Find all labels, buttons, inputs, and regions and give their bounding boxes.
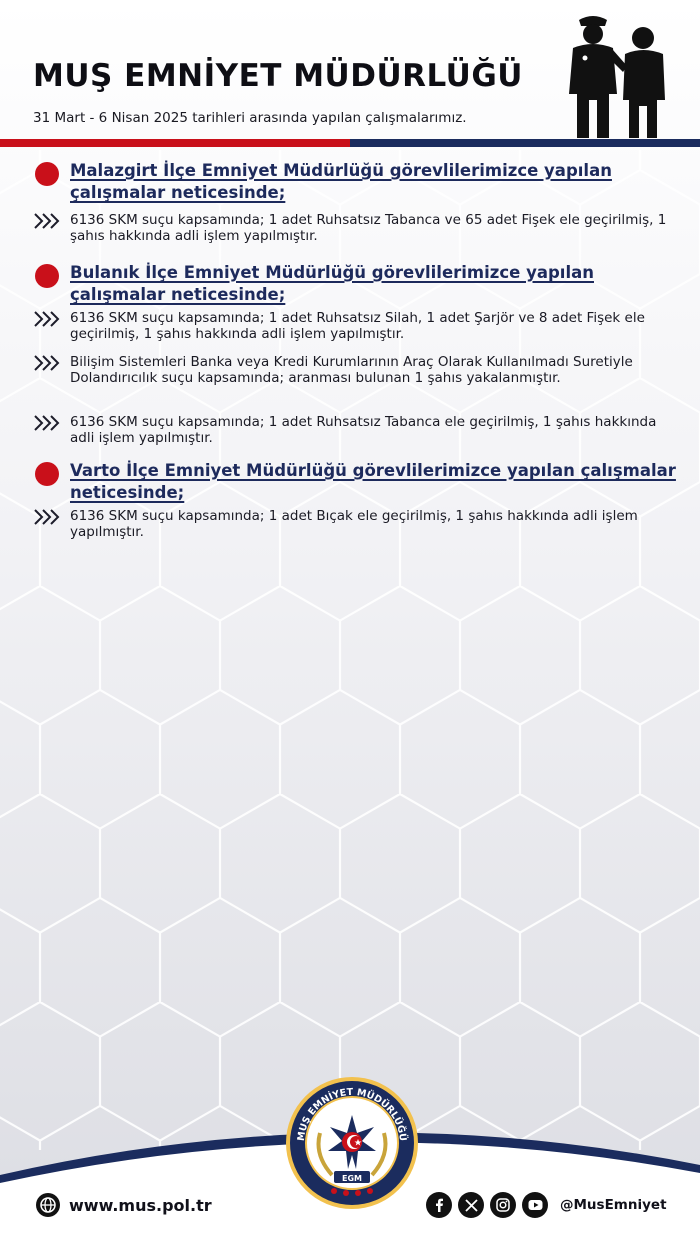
item-text: 6136 SKM suçu kapsamında; 1 adet Ruhsatsız Tabanca ele geçirilmiş, 1 şahıs hakkında adli işlem yapılmıştır. [70, 414, 657, 446]
instagram-icon[interactable] [490, 1192, 516, 1218]
header-divider [0, 139, 700, 147]
chevron-right-icon [33, 310, 63, 328]
page-title: MUŞ EMNİYET MÜDÜRLÜĞÜ [33, 58, 523, 94]
chevron-right-icon [33, 354, 63, 372]
section-bullet [35, 462, 59, 486]
social-handle[interactable]: @MusEmniyet [560, 1197, 667, 1213]
globe-icon [35, 1192, 61, 1218]
social-links [426, 1192, 667, 1218]
item-text: Bilişim Sistemleri Banka veya Kredi Kurumlarının Araç Olarak Kullanılmadı Suretiyle Dolandırıcılık suçu kapsamında; aranması bulunan 1 şahıs yakalanmıştır. [70, 354, 633, 386]
item-text: 6136 SKM suçu kapsamında; 1 adet Ruhsatsız Silah, 1 adet Şarjör ve 8 adet Fişek ele geçirilmiş, 1 şahıs hakkında adli işlem yapılmıştır. [70, 310, 645, 342]
chevron-right-icon [33, 414, 63, 432]
date-range-subtitle: 31 Mart - 6 Nisan 2025 tarihleri arasında yapılan çalışmalarımız. [33, 110, 467, 126]
section-bullet [35, 264, 59, 288]
youtube-icon[interactable] [522, 1192, 548, 1218]
section-heading: Malazgirt İlçe Emniyet Müdürlüğü görevlilerimizce yapılan çalışmalar neticesinde; [70, 161, 612, 202]
item-text: 6136 SKM suçu kapsamında; 1 adet Bıçak ele geçirilmiş, 1 şahıs hakkında adli işlem yapılmıştır. [70, 508, 638, 540]
emblem-abbr: EGM [342, 1174, 362, 1183]
section-bullet [35, 162, 59, 186]
x-icon[interactable] [458, 1192, 484, 1218]
chevron-right-icon [33, 508, 63, 526]
emblem-text: MUŞ EMNİYET MÜDÜRLÜĞÜ [295, 1086, 409, 1142]
facebook-icon[interactable] [426, 1192, 452, 1218]
website-text: www.mus.pol.tr [69, 1195, 212, 1215]
item-text: 6136 SKM suçu kapsamında; 1 adet Ruhsatsız Tabanca ve 65 adet Fişek ele geçirilmiş, 1 şahıs hakkında adli işlem yapılmıştır. [70, 212, 667, 244]
police-emblem-logo [284, 1075, 420, 1211]
section-heading: Varto İlçe Emniyet Müdürlüğü görevlilerimizce yapılan çalışmalar neticesinde; [70, 461, 676, 502]
website-link[interactable] [35, 1190, 212, 1220]
section-heading: Bulanık İlçe Emniyet Müdürlüğü görevlilerimizce yapılan çalışmalar neticesinde; [70, 263, 594, 304]
chevron-right-icon [33, 212, 63, 230]
police-officers-illustration [565, 14, 675, 140]
header [0, 0, 700, 150]
